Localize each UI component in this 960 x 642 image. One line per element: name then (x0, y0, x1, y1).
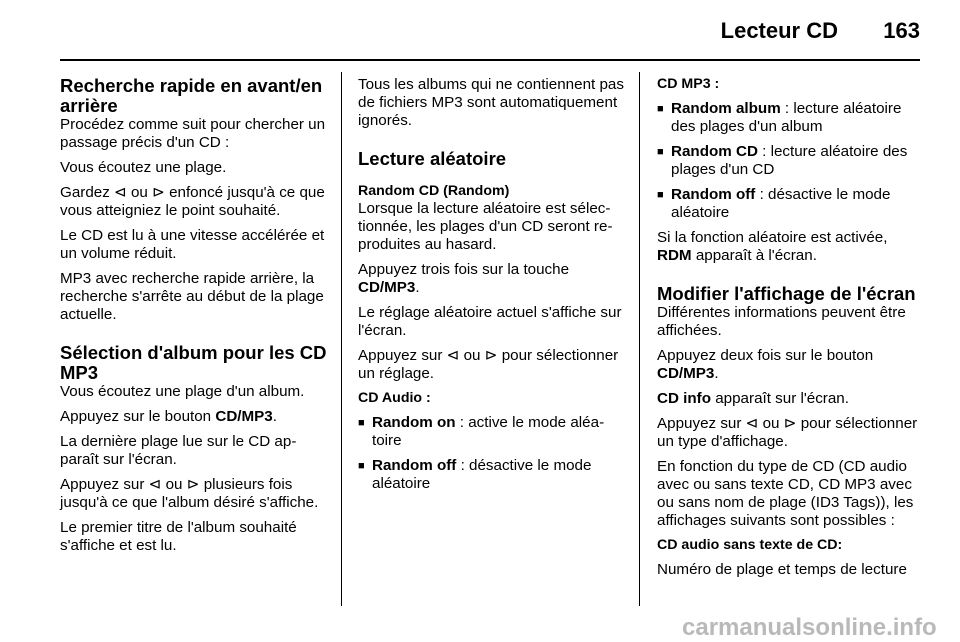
text: : désactive le mode aléatoire (372, 457, 592, 492)
heading-fast-search: Recherche rapide en avant/en arrière (60, 75, 323, 116)
list-item (657, 100, 925, 136)
column-left (60, 76, 330, 562)
heading-change-display: Modifier l'affichage de l'écran (657, 283, 916, 304)
text: Random on (372, 414, 456, 431)
text: : lecture aléatoire des plages d'un CD (671, 143, 908, 178)
paragraph (657, 390, 925, 408)
subheading-cd-mp3: CD MP3 : (657, 76, 720, 92)
paragraph: Tous les albums qui ne contiennent pas de fichiers MP3 sont automatiquement ignorés. (358, 76, 624, 129)
text: : active le mode aléatoire (372, 414, 605, 449)
text: ou (161, 476, 187, 493)
text: enfoncé jusqu'à ce que vous atteigniez le point souhaité. (60, 184, 325, 219)
text: Appuyez sur (358, 347, 447, 364)
paragraph (60, 408, 330, 426)
text: ou (126, 184, 153, 201)
column-right (657, 76, 925, 586)
paragraph: Procédez comme suit pour chercher un passage précis d'un CD : (60, 116, 326, 151)
paragraph: Le CD est lu à une vitesse accélérée et un volume réduit. (60, 227, 325, 262)
text: plusieurs fois jusqu'à ce que l'album désiré s'affiche. (60, 476, 319, 511)
paragraph (358, 261, 626, 297)
paragraph: Vous écoutez une plage d'un album. (60, 383, 305, 400)
text: . (415, 279, 420, 296)
paragraph: Numéro de plage et temps de lecture (657, 561, 907, 578)
cd-mp3-button-label: CD/MP3 (215, 408, 273, 425)
watermark: carmanualsonline.info (682, 614, 937, 641)
column-middle (358, 76, 626, 500)
bullet-icon: ■ (358, 417, 365, 429)
paragraph (60, 184, 330, 220)
subheading-cd-no-text: CD audio sans texte de CD: (657, 537, 843, 553)
cd-mp3-button-label: CD/MP3 (657, 365, 715, 382)
list-item-text (372, 457, 626, 493)
paragraph (358, 347, 626, 383)
paragraph: La dernière plage lue sur le CD apparaît sur l'écran. (60, 433, 297, 468)
header-rule (60, 59, 920, 61)
paragraph (657, 229, 925, 265)
text: : lecture aléatoire des plages d'un album (671, 100, 902, 135)
bullet-icon: ■ (657, 146, 664, 158)
text: : désactive le mode aléatoire (671, 186, 891, 221)
list-item-text (671, 143, 925, 179)
paragraph: Le premier titre de l'album souhaité s'affiche et est lu. (60, 519, 297, 554)
text: Appuyez trois fois sur la touche (358, 261, 570, 278)
paragraph: Vous écoutez une plage. (60, 159, 227, 176)
list-item (358, 414, 626, 450)
paragraph: MP3 avec recherche rapide arrière, la recherche s'arrête au début de la plage actuelle. (60, 270, 324, 323)
text: Random off (372, 457, 457, 474)
next-icon: ⊳ (484, 347, 498, 364)
prev-icon: ⊲ (446, 347, 460, 364)
subheading-random-cd: Random CD (Random) (358, 183, 510, 199)
list-item (358, 457, 626, 493)
prev-icon: ⊲ (745, 415, 759, 432)
text: pour sélectionner un réglage. (358, 347, 619, 382)
text: Appuyez sur le bouton (60, 408, 216, 425)
text: ou (459, 347, 485, 364)
list-item-text (372, 414, 626, 450)
prev-icon: ⊲ (114, 184, 127, 201)
column-divider (639, 72, 640, 606)
bullet-icon: ■ (358, 460, 365, 472)
bullet-icon: ■ (657, 103, 664, 115)
list-item (657, 143, 925, 179)
text: Si la fonction aléatoire est activée, (657, 229, 888, 246)
heading-album-selection: Sélection d'album pour les CD MP3 (60, 342, 327, 383)
page-header (0, 0, 960, 62)
text: pour sélectionner un type d'affichage. (657, 415, 918, 450)
bullet-icon: ■ (657, 189, 664, 201)
rdm-indicator-label: RDM (657, 247, 692, 264)
text: Gardez (60, 184, 115, 201)
text: Random CD (671, 143, 758, 160)
text: apparaît sur l'écran. (711, 390, 849, 407)
cd-info-label: CD info (657, 390, 711, 407)
text: apparaît à l'écran. (691, 247, 817, 264)
prev-icon: ⊲ (148, 476, 162, 493)
subheading-cd-audio: CD Audio : (358, 390, 431, 406)
page-title: Lecteur CD (720, 18, 838, 43)
cd-mp3-button-label: CD/MP3 (358, 279, 416, 296)
heading-random-play: Lecture aléatoire (358, 148, 507, 169)
text: Appuyez sur (60, 476, 149, 493)
text: . (714, 365, 719, 382)
list-item-text (671, 100, 925, 136)
paragraph: Lorsque la lecture aléatoire est sélectionnée, les plages d'un CD seront reproduites au hasard. (358, 200, 613, 253)
spacer (358, 169, 626, 183)
next-icon: ⊳ (186, 476, 200, 493)
page-number: 163 (883, 18, 920, 43)
next-icon: ⊳ (783, 415, 797, 432)
text: . (272, 408, 277, 425)
paragraph (60, 476, 330, 512)
next-icon: ⊳ (152, 184, 165, 201)
paragraph: Le réglage aléatoire actuel s'affiche sur l'écran. (358, 304, 622, 339)
text: ou (758, 415, 784, 432)
list-item-text (671, 186, 925, 222)
paragraph: Différentes informations peuvent être affichées. (657, 304, 906, 339)
list-item (657, 186, 925, 222)
text: Random album (671, 100, 781, 117)
text: Random off (671, 186, 756, 203)
text: Appuyez deux fois sur le bouton (657, 347, 874, 364)
paragraph (657, 347, 925, 383)
paragraph (657, 415, 925, 451)
paragraph: En fonction du type de CD (CD audio avec ou sans texte CD, CD MP3 avec ou sans nom de plage (ID3 Tags)), les affichages suivants sont possibles : (657, 458, 914, 529)
text: Appuyez sur (657, 415, 746, 432)
column-divider (341, 72, 342, 606)
